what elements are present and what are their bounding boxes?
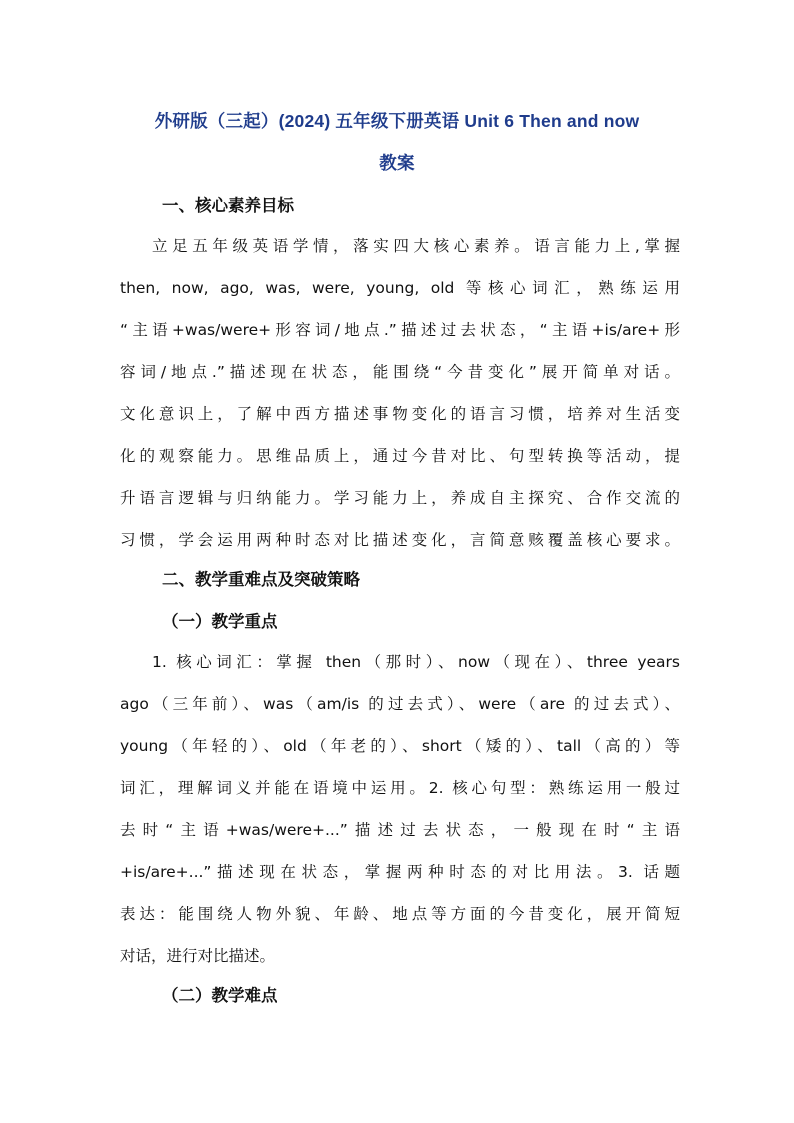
subsection-heading-key-points: （一）教学重点 <box>162 612 278 631</box>
paragraph-line: 词汇，理解词义并能在语境中运用。2. 核心句型：熟练运用一般过 <box>120 779 680 797</box>
paragraph-line: 表达：能围绕人物外貌、年龄、地点等方面的今昔变化，展开简短 <box>120 905 680 923</box>
paragraph-line: 化的观察能力。思维品质上，通过今昔对比、句型转换等活动，提 <box>120 447 680 465</box>
paragraph-line: “主语+was/were+形容词/地点.”描述过去状态，“主语+is/are+形 <box>120 321 680 339</box>
paragraph-line: ago（三年前）、was（am/is 的过去式）、were（are 的过去式）、 <box>120 695 680 713</box>
paragraph-line: young（年轻的）、old（年老的）、short（矮的）、tall（高的）等 <box>120 737 680 755</box>
paragraph-line: 习惯，学会运用两种时态对比描述变化，言简意赅覆盖核心要求。 <box>120 531 680 549</box>
paragraph-line: 对话，进行对比描述。 <box>120 947 276 965</box>
document-title: 外研版（三起）(2024) 五年级下册英语 Unit 6 Then and now <box>154 111 640 131</box>
paragraph-line: +is/are+...”描述现在状态，掌握两种时态的对比用法。3. 话题 <box>120 863 680 881</box>
paragraph-line: 立足五年级英语学情，落实四大核心素养。语言能力上,掌握 <box>152 237 680 255</box>
paragraph-line: 文化意识上，了解中西方描述事物变化的语言习惯，培养对生活变 <box>120 405 680 423</box>
paragraph-line: 升语言逻辑与归纳能力。学习能力上，养成自主探究、合作交流的 <box>120 489 680 507</box>
section-heading-key-points: 二、教学重难点及突破策略 <box>162 570 360 589</box>
paragraph-line: then, now, ago, was, were, young, old 等核心词汇，熟练运用 <box>120 279 680 297</box>
paragraph-line: 去时“主语+was/were+...”描述过去状态，一般现在时“主语 <box>120 821 680 839</box>
section-heading-core-goals: 一、核心素养目标 <box>162 196 294 215</box>
subsection-heading-difficulties: （二）教学难点 <box>162 986 278 1005</box>
paragraph-line: 容词/地点.”描述现在状态，能围绕“今昔变化”展开简单对话。 <box>120 363 680 381</box>
document-title-continued: 教案 <box>379 153 415 173</box>
paragraph-line: 1. 核心词汇：掌握 then（那时）、now（现在）、three years <box>152 653 680 671</box>
